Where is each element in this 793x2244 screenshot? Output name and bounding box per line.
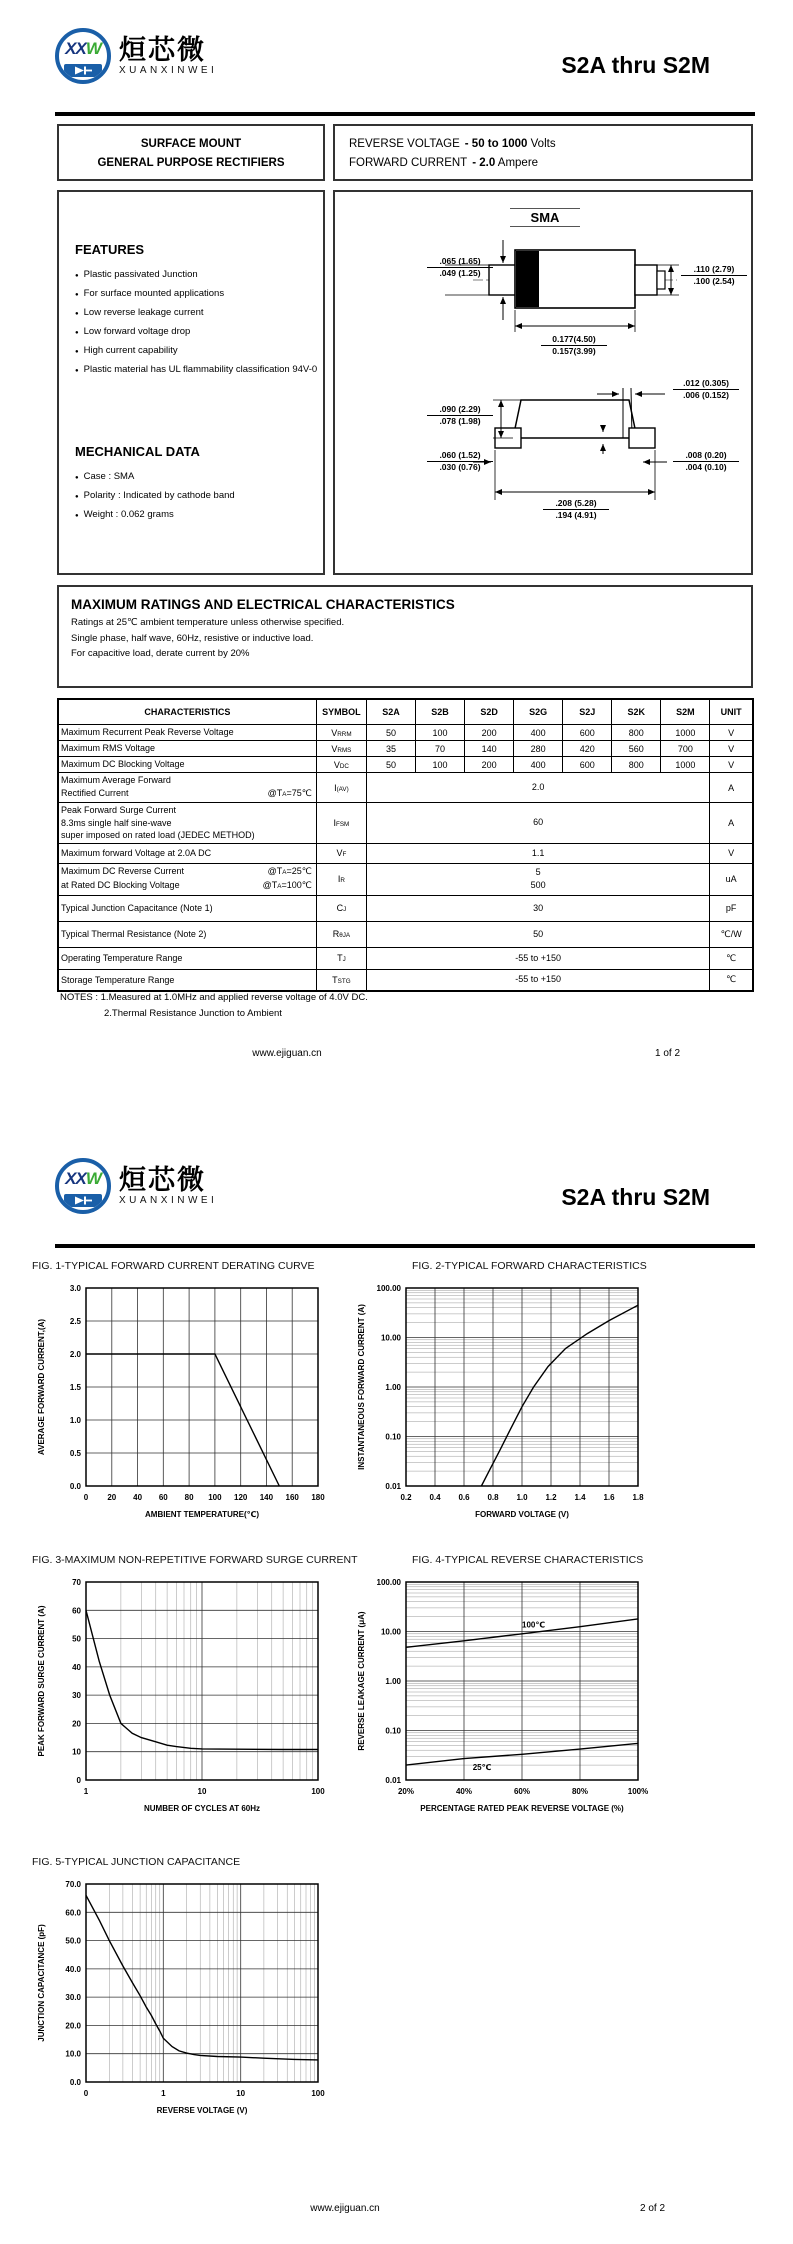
svg-text:100: 100 [311,1787,325,1796]
value-cell: 2.0 [366,773,709,803]
characteristic-cell: Maximum DC Blocking Voltage [58,757,316,773]
figure-4-chart [352,1568,658,1830]
value-cell: 1000 [661,725,710,741]
notes-line1: NOTES : 1.Measured at 1.0MHz and applied reverse voltage of 4.0V DC. [60,992,368,1003]
svg-text:1.6: 1.6 [603,1493,615,1502]
svg-text:0.10: 0.10 [385,1726,401,1736]
column-header: S2J [563,699,612,725]
header-rule [55,112,755,116]
figure-1 [32,1260,342,1536]
value-cell: 1000 [661,757,710,773]
svg-text:1: 1 [161,2089,166,2098]
svg-text:100: 100 [311,2089,325,2098]
svg-text:REVERSE VOLTAGE (V): REVERSE VOLTAGE (V) [156,2106,248,2115]
diode-icon [64,1194,102,1207]
svg-text:40.0: 40.0 [65,1964,81,1974]
svg-text:30.0: 30.0 [65,1993,81,2003]
dim-lead-length: .060 (1.52) .030 (0.76) [427,450,493,473]
value-cell: 5 500 [366,863,709,895]
features-list [59,266,323,380]
table-row [58,969,753,991]
symbol-cell: VDC [316,757,366,773]
value-cell: 600 [563,757,612,773]
svg-text:1.0: 1.0 [69,1416,81,1425]
figure-5-title: FIG. 5-TYPICAL JUNCTION CAPACITANCE [32,1856,241,1868]
svg-text:1.2: 1.2 [545,1493,557,1502]
value-cell: 200 [465,725,514,741]
logo-monogram: XXW [65,39,101,58]
value-cell: 60 [366,803,709,844]
value-cell: 560 [612,741,661,757]
product-type-line1: SURFACE MOUNT [140,138,242,150]
list-item: ● Plastic material has UL flammability classification 94V-0 [75,364,318,375]
svg-text:140: 140 [259,1493,274,1502]
table-row [58,757,753,773]
svg-text:0: 0 [83,1493,89,1502]
value-cell: -55 to +150 [366,947,709,969]
value-cell: 50 [366,725,415,741]
figure-2-chart [352,1274,658,1536]
key-ratings-box [333,124,753,181]
svg-text:1.0: 1.0 [516,1493,528,1502]
table-row [58,921,753,947]
svg-text:10: 10 [236,2089,246,2098]
svg-text:100%: 100% [627,1787,649,1796]
column-header: UNIT [710,699,753,725]
value-cell: 140 [465,741,514,757]
dim-body-length: 0.177(4.50) 0.157(3.99) [541,334,607,357]
svg-text:1.00: 1.00 [385,1383,401,1392]
svg-text:50: 50 [72,1634,81,1644]
svg-text:0.01: 0.01 [385,1776,401,1785]
svg-text:80%: 80% [571,1787,589,1796]
dim-lead-height: .110 (2.79) .100 (2.54) [681,264,747,287]
svg-text:AVERAGE FORWARD CURRENT,(A): AVERAGE FORWARD CURRENT,(A) [37,1318,46,1456]
features-title: FEATURES [75,242,145,257]
table-row [58,725,753,741]
characteristic-cell: Maximum Average Forward Rectified Current @TA=75℃ [58,773,316,803]
svg-text:2.0: 2.0 [69,1350,81,1359]
svg-text:80: 80 [184,1493,194,1502]
logo-monogram: XXW [65,1169,101,1188]
value-cell: 280 [514,741,563,757]
product-type-line2: GENERAL PURPOSE RECTIFIERS [97,156,285,169]
page-title-page2: S2A thru S2M [561,1184,710,1210]
footer-website-page2[interactable]: www.ejiguan.cn [310,2203,380,2214]
svg-text:60: 60 [72,1606,81,1616]
value-cell: -55 to +150 [366,969,709,991]
characteristic-cell: Storage Temperature Range [58,969,316,991]
list-item: ● High current capability [75,345,178,356]
brand-name-en: XUANXINWEI [119,1195,218,1206]
unit-cell: pF [710,895,753,921]
characteristic-cell: Maximum RMS Voltage [58,741,316,757]
symbol-cell: I(AV) [316,773,366,803]
table-row [58,773,753,803]
value-cell: 100 [415,757,464,773]
package-drawing-box [333,190,753,575]
svg-text:1.00: 1.00 [385,1677,401,1686]
svg-text:AMBIENT TEMPERATURE(℃): AMBIENT TEMPERATURE(℃) [145,1510,259,1519]
diode-icon [64,64,102,77]
value-cell: 800 [612,757,661,773]
brand-logo-page2 [55,1158,217,1214]
symbol-cell: TJ [316,947,366,969]
svg-text:REVERSE LEAKAGE CURRENT (μA): REVERSE LEAKAGE CURRENT (μA) [357,1611,366,1751]
list-item: ● Polarity : Indicated by cathode band [75,490,235,501]
brand-name-zh: 烜芯微 [119,1165,206,1195]
dim-standoff: .008 (0.20) .004 (0.10) [673,450,739,473]
brand-logo [55,28,217,84]
svg-text:1: 1 [83,1787,89,1796]
brand-name-en: XUANXINWEI [119,65,218,76]
svg-text:70.0: 70.0 [65,1880,81,1889]
product-type-box [57,124,325,181]
svg-text:10: 10 [72,1747,81,1757]
svg-text:60: 60 [158,1493,168,1502]
unit-cell: uA [710,863,753,895]
unit-cell: ℃ [710,969,753,991]
notes-line2: 2.Thermal Resistance Junction to Ambient [104,1008,282,1019]
svg-text:PEAK FORWARD SURGE CURRENT (A): PEAK FORWARD SURGE CURRENT (A) [37,1605,46,1757]
svg-text:20: 20 [107,1493,117,1502]
value-cell: 400 [514,725,563,741]
table-row [58,803,753,844]
column-header: CHARACTERISTICS [58,699,316,725]
svg-text:180: 180 [311,1493,325,1502]
package-name: SMA [510,208,580,227]
characteristic-cell: Typical Junction Capacitance (Note 1) [58,895,316,921]
value-cell: 200 [465,757,514,773]
svg-text:0.8: 0.8 [487,1493,499,1502]
list-item: ● Plastic passivated Junction [75,269,198,280]
footer-website[interactable]: www.ejiguan.cn [252,1048,322,1059]
characteristic-cell: Peak Forward Surge Current 8.3ms single half sine-wave super imposed on rated load (JEDEC METHOD) [58,803,316,844]
mechanical-data-list [59,468,323,525]
column-header: S2D [465,699,514,725]
table-row [58,843,753,863]
max-ratings-line1: Ratings at 25℃ ambient temperature unless otherwise specified. [71,617,345,628]
list-item: ● For surface mounted applications [75,288,225,299]
max-ratings-title: MAXIMUM RATINGS AND ELECTRICAL CHARACTERISTICS [71,597,455,612]
figure-3 [32,1554,358,1830]
value-cell: 400 [514,757,563,773]
svg-text:10.00: 10.00 [380,1627,401,1637]
svg-text:1.8: 1.8 [632,1493,644,1502]
svg-text:70: 70 [72,1578,81,1587]
symbol-cell: CJ [316,895,366,921]
symbol-cell: IR [316,863,366,895]
svg-text:100.00: 100.00 [376,1284,401,1293]
unit-cell: ℃ [710,947,753,969]
svg-text:0.5: 0.5 [69,1449,81,1458]
svg-text:30: 30 [72,1691,81,1701]
symbol-cell: VRRM [316,725,366,741]
table-row [58,863,753,895]
svg-text:20.0: 20.0 [65,2021,81,2031]
column-header: S2A [366,699,415,725]
figure-3-chart [32,1568,338,1830]
characteristic-cell: Maximum forward Voltage at 2.0A DC [58,843,316,863]
logo-circle-icon [55,1158,111,1214]
unit-cell: V [710,757,753,773]
svg-text:20%: 20% [397,1787,415,1796]
column-header: S2K [612,699,661,725]
svg-text:0.4: 0.4 [429,1493,441,1502]
value-cell: 1.1 [366,843,709,863]
forward-current-line: FORWARD CURRENT - 2.0 Ampere [349,156,539,169]
unit-cell: A [710,773,753,803]
value-cell: 30 [366,895,709,921]
svg-text:FORWARD VOLTAGE (V): FORWARD VOLTAGE (V) [475,1510,569,1519]
svg-text:0.6: 0.6 [458,1493,470,1502]
value-cell: 100 [415,725,464,741]
column-header: SYMBOL [316,699,366,725]
characteristic-cell: Typical Thermal Resistance (Note 2) [58,921,316,947]
dim-band-width: .012 (0.305) .006 (0.152) [673,378,739,401]
svg-text:10: 10 [197,1787,207,1796]
figure-4 [352,1554,662,1830]
figure-5 [32,1856,342,2132]
svg-text:100.00: 100.00 [376,1578,401,1587]
value-cell: 800 [612,725,661,741]
svg-text:3.0: 3.0 [69,1284,81,1293]
figure-1-chart [32,1274,338,1536]
brand-name-zh: 烜芯微 [119,35,206,65]
svg-text:INSTANTANEOUS FORWARD CURRENT: INSTANTANEOUS FORWARD CURRENT (A) [357,1304,366,1470]
unit-cell: A [710,803,753,844]
value-cell: 600 [563,725,612,741]
characteristic-cell: Maximum Recurrent Peak Reverse Voltage [58,725,316,741]
mechanical-data-title: MECHANICAL DATA [75,444,200,459]
svg-text:0: 0 [76,1776,81,1785]
svg-text:10.0: 10.0 [65,2049,81,2059]
svg-text:160: 160 [285,1493,299,1502]
value-cell: 35 [366,741,415,757]
value-cell: 700 [661,741,710,757]
svg-text:2.5: 2.5 [69,1317,81,1326]
svg-text:10.00: 10.00 [380,1333,401,1343]
column-header: S2M [661,699,710,725]
svg-text:40: 40 [72,1662,81,1672]
svg-text:100: 100 [208,1493,222,1502]
unit-cell: V [710,725,753,741]
list-item: ● Low reverse leakage current [75,307,204,318]
page-number-1: 1 of 2 [655,1048,681,1059]
reverse-voltage-line: REVERSE VOLTAGE - 50 to 1000 Volts [349,138,556,150]
svg-text:0.0: 0.0 [69,1482,81,1491]
unit-cell: ℃/W [710,921,753,947]
svg-text:1.5: 1.5 [69,1383,81,1392]
max-ratings-box [57,585,753,688]
dim-body-height: .090 (2.29) .078 (1.98) [427,404,493,427]
figure-1-title: FIG. 1-TYPICAL FORWARD CURRENT DERATING CURVE [32,1260,315,1272]
max-ratings-line3: For capacitive load, derate current by 20% [71,648,250,659]
symbol-cell: VRMS [316,741,366,757]
logo-circle-icon [55,28,111,84]
svg-text:JUNCTION CAPACITANCE (pF): JUNCTION CAPACITANCE (pF) [37,1924,46,2042]
svg-text:PERCENTAGE RATED PEAK REVERSE: PERCENTAGE RATED PEAK REVERSE VOLTAGE (%) [420,1804,624,1813]
page-number-2: 2 of 2 [640,2203,666,2214]
svg-text:40: 40 [133,1493,143,1502]
value-cell: 70 [415,741,464,757]
table-row [58,947,753,969]
figure-2 [352,1260,662,1536]
svg-text:120: 120 [234,1493,248,1502]
figure-2-title: FIG. 2-TYPICAL FORWARD CHARACTERISTICS [412,1260,647,1272]
symbol-cell: RθJA [316,921,366,947]
value-cell: 420 [563,741,612,757]
svg-text:25℃: 25℃ [472,1762,492,1772]
svg-text:0.10: 0.10 [385,1432,401,1442]
svg-text:60.0: 60.0 [65,1908,81,1918]
value-cell: 50 [366,757,415,773]
list-item: ● Case : SMA [75,471,135,482]
svg-text:NUMBER OF CYCLES AT 60Hz: NUMBER OF CYCLES AT 60Hz [143,1804,261,1813]
svg-text:0.2: 0.2 [400,1493,412,1502]
table-row [58,895,753,921]
unit-cell: V [710,843,753,863]
features-box [57,190,325,575]
svg-text:1.4: 1.4 [574,1493,586,1502]
dim-lead-width: .065 (1.65) .049 (1.25) [427,256,493,279]
list-item: ● Low forward voltage drop [75,326,191,337]
characteristic-cell: Maximum DC Reverse Current @TA=25℃ at Rated DC Blocking Voltage @TA=100℃ [58,863,316,895]
svg-text:0.0: 0.0 [69,2078,81,2087]
svg-text:0: 0 [83,2089,89,2098]
figure-5-chart [32,1870,338,2132]
characteristics-table [57,698,754,992]
page-title: S2A thru S2M [561,52,710,78]
header-rule-page2 [55,1244,755,1248]
value-cell: 50 [366,921,709,947]
svg-text:60%: 60% [513,1787,531,1796]
symbol-cell: IFSM [316,803,366,844]
svg-text:100℃: 100℃ [522,1620,546,1630]
svg-text:40%: 40% [455,1787,473,1796]
table-row [58,741,753,757]
symbol-cell: VF [316,843,366,863]
svg-text:0.01: 0.01 [385,1482,401,1491]
figure-4-title: FIG. 4-TYPICAL REVERSE CHARACTERISTICS [412,1554,644,1566]
figure-3-title: FIG. 3-MAXIMUM NON-REPETITIVE FORWARD SURGE CURRENT [32,1554,358,1566]
symbol-cell: TSTG [316,969,366,991]
svg-text:20: 20 [72,1719,81,1729]
characteristic-cell: Operating Temperature Range [58,947,316,969]
svg-text:50.0: 50.0 [65,1936,81,1946]
column-header: S2B [415,699,464,725]
column-header: S2G [514,699,563,725]
max-ratings-line2: Single phase, half wave, 60Hz, resistive or inductive load. [71,632,314,644]
unit-cell: V [710,741,753,757]
dim-total-width: .208 (5.28) .194 (4.91) [543,498,609,521]
list-item: ● Weight : 0.062 grams [75,509,174,520]
